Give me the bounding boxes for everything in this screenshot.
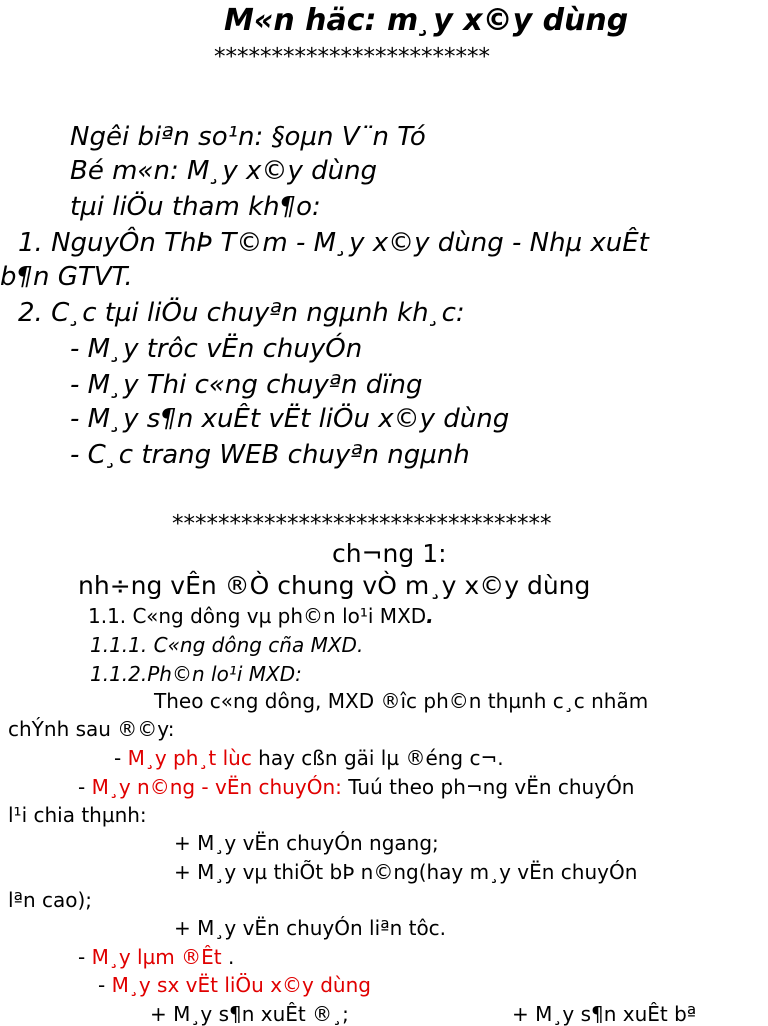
sub-item: + M¸y s¶n xuÊt ®¸; bbox=[150, 1002, 349, 1026]
course-title: M«n häc: m¸y x©y dùng bbox=[224, 3, 629, 38]
sub-item-cont: lªn cao); bbox=[8, 888, 93, 912]
section-1-1-text: 1.1. C«ng dông vµ ph©n lo¹i MXD bbox=[88, 604, 427, 628]
reference-2: 2. C¸c tµi liÖu chuyªn ngµnh kh¸c: bbox=[18, 298, 465, 328]
highlight-term: M¸y n©ng - vËn chuyÓn: bbox=[91, 775, 342, 799]
reference-item: - M¸y trôc vËn chuyÓn bbox=[70, 334, 363, 364]
subject-line: Bé m«n: M¸y x©y dùng bbox=[70, 156, 378, 186]
reference-item: - M¸y s¶n xuÊt vËt liÖu x©y dùng bbox=[70, 404, 510, 434]
paragraph-line: l¹i chia thµnh: bbox=[8, 803, 147, 827]
list-text: hay cßn gäi lµ ®éng c¬. bbox=[251, 746, 504, 770]
list-dash: - bbox=[98, 973, 112, 997]
list-item-earthmoving bbox=[78, 947, 234, 967]
paragraph-line: chÝnh sau ®©y: bbox=[8, 717, 175, 741]
chapter-number: ch¬ng 1: bbox=[332, 539, 447, 568]
list-dash: - bbox=[78, 945, 92, 969]
list-item-material-production bbox=[98, 975, 371, 995]
author-line: Ngêi biªn so¹n: §oµn V¨n Tó bbox=[70, 122, 426, 152]
sub-item: + M¸y s¶n xuÊt bª bbox=[512, 1002, 697, 1026]
sub-item: + M¸y vËn chuyÓn liªn tôc. bbox=[174, 916, 447, 940]
reference-item: - C¸c trang WEB chuyªn ngµnh bbox=[70, 440, 470, 470]
references-label: tµi liÖu tham kh¶o: bbox=[70, 192, 321, 222]
stars-divider-top: ************************ bbox=[214, 44, 490, 70]
section-1-1-2: 1.1.2.Ph©n lo¹i MXD: bbox=[90, 662, 302, 686]
reference-item: - M¸y Thi c«ng chuyªn dïng bbox=[70, 370, 423, 400]
highlight-term: M¸y sx vËt liÖu x©y dùng bbox=[111, 973, 371, 997]
paragraph-line: Theo c«ng dông, MXD ®îc ph©n thµnh c¸c nhãm bbox=[154, 689, 649, 713]
highlight-term: M¸y lµm ®Êt bbox=[91, 945, 222, 969]
reference-1: 1. NguyÔn ThÞ T©m - M¸y x©y dùng - Nhµ xuÊt bbox=[18, 228, 649, 258]
section-1-1-1: 1.1.1. C«ng dông cña MXD. bbox=[90, 633, 364, 657]
section-1-1-dot: . bbox=[426, 604, 434, 628]
list-text: Tuú theo ph¬ng vËn chuyÓn bbox=[341, 775, 635, 799]
sub-item: + M¸y vËn chuyÓn ngang; bbox=[174, 831, 439, 855]
chapter-title: nh÷ng vÊn ®Ò chung vÒ m¸y x©y dùng bbox=[78, 571, 591, 600]
list-item-lifting-machines bbox=[78, 777, 635, 797]
list-item-power-machines bbox=[114, 748, 504, 768]
stars-divider-mid: ********************************* bbox=[172, 511, 552, 537]
section-1-1 bbox=[88, 606, 434, 626]
list-text: . bbox=[221, 945, 235, 969]
list-dash: - bbox=[78, 775, 92, 799]
sub-item: + M¸y vµ thiÕt bÞ n©ng(hay m¸y vËn chuyÓn bbox=[174, 860, 638, 884]
reference-1-cont: b¶n GTVT. bbox=[0, 262, 133, 292]
highlight-term: M¸y ph¸t lùc bbox=[127, 746, 252, 770]
list-dash: - bbox=[114, 746, 128, 770]
